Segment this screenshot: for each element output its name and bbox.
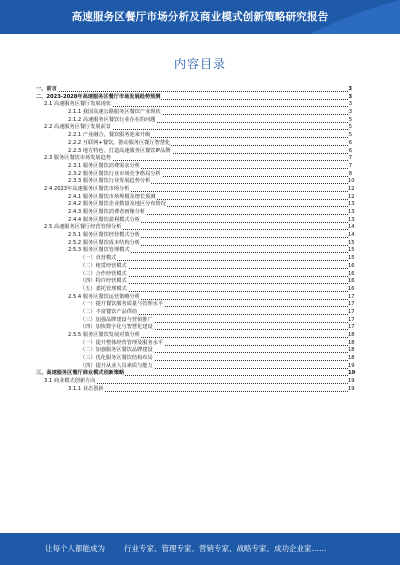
toc-entry-text: （一）直营模式 <box>80 255 117 262</box>
toc-entry-text: 2.3 服务区餐饮市场发展趋势 <box>44 155 111 162</box>
toc-entry-page: 15 <box>348 247 355 254</box>
toc-entry-page: 3 <box>348 101 352 108</box>
toc-entry[interactable] <box>36 124 352 132</box>
toc-entry-page: 19 <box>348 385 355 392</box>
toc-entry-page: 17 <box>348 316 355 323</box>
toc-entry-page: 13 <box>348 201 355 208</box>
toc-entry[interactable] <box>36 262 355 271</box>
toc-entry-text: 2.1.1 我国高速公路服务区餐饮产业现状 <box>68 109 161 116</box>
toc-entry-text: 2.4 2023年高速服务区餐饮市场分析 <box>44 185 130 192</box>
header-title: 高速服务区餐厅市场分析及商业模式创新策略研究报告 <box>71 11 329 23</box>
toc-entry-text: 2.4.2 服务区餐饮企业数量及地区分布情况 <box>68 201 166 208</box>
toc-entry[interactable] <box>36 163 352 171</box>
toc-entry-text: 2.5.4 服务区餐饮运营策略分析 <box>68 293 140 300</box>
toc-entry-text: 2.3.3 服务区餐饮行业发展趋势分析 <box>68 178 151 185</box>
toc-entry-page: 15 <box>348 239 355 246</box>
toc-entry-page: 19 <box>348 370 356 377</box>
toc-entry-page: 12 <box>348 185 355 192</box>
toc-entry[interactable] <box>36 86 352 94</box>
toc-entry-page: 14 <box>348 232 355 239</box>
toc-entry-text: 2.1.2 高速服务区餐饮行业存在的问题 <box>68 116 156 123</box>
toc-entry-text: 2.2.1 产业融合，餐饮服务迎来升级 <box>68 132 151 139</box>
toc-entry-text: 2.4.4 服务区餐饮盈利模式分析 <box>68 216 140 223</box>
toc-entry-text: 3.1.1 业态创新 <box>68 385 104 392</box>
toc-entry-text: 2.4.3 服务区餐饮消费者画像分析 <box>68 209 146 215</box>
footer-slogan-left: 让每个人都能成为 <box>45 544 105 553</box>
toc-entry[interactable] <box>36 385 355 394</box>
toc-entry-text: （一）提升整体经营管理及服务水平 <box>80 339 164 346</box>
toc-leader-dots <box>36 91 348 92</box>
toc-entry-page: 16 <box>348 278 355 285</box>
toc-entry-page: 13 <box>348 216 355 223</box>
toc-entry-text: （二）租赁经营模式 <box>80 262 127 269</box>
toc-entry[interactable] <box>36 347 355 355</box>
toc-entry[interactable] <box>36 355 355 363</box>
toc-entry[interactable] <box>36 224 355 232</box>
toc-entry-text: （三）优化服务区餐饮结构布局 <box>80 355 153 362</box>
toc-entry[interactable] <box>36 324 355 332</box>
toc-entry-text: （三）合作经营模式 <box>80 270 127 277</box>
toc-entry-text: 2.5.5 服务区餐饮发展对策分析 <box>68 332 140 338</box>
page-header <box>0 0 400 34</box>
toc-entry-page: 7 <box>348 162 352 169</box>
page-footer <box>0 533 400 565</box>
footer-slogan-right: 行业专家、管理专家、营销专家、战略专家、成功企业家…… <box>124 544 327 553</box>
toc-entry-page: 3 <box>348 109 352 116</box>
table-of-contents <box>36 86 356 394</box>
toc-entry-page: 17 <box>348 293 355 300</box>
toc-entry-page: 5 <box>348 132 352 139</box>
toc-entry-page: 3 <box>348 93 352 100</box>
toc-entry-page: 18 <box>348 339 355 346</box>
toc-entry-text: 2.5.1 服务区餐饮经营模式分析 <box>68 232 140 239</box>
toc-entry-page: 10 <box>348 178 355 185</box>
toc-entry[interactable] <box>36 185 355 194</box>
toc-entry-text: （一）提升餐饮服务质量与管理水平 <box>80 301 164 308</box>
toc-leader-dots <box>68 391 348 392</box>
toc-title: 内容目录 <box>173 57 226 71</box>
toc-entry-page: 19 <box>348 378 355 385</box>
toc-entry-page: 7 <box>348 155 352 162</box>
toc-entry-page: 8 <box>348 170 352 177</box>
toc-entry-page: 17 <box>348 308 355 315</box>
toc-entry-page: 17 <box>348 301 355 308</box>
toc-entry-page: 6 <box>348 147 352 154</box>
toc-entry-page: 12 <box>348 193 355 200</box>
toc-entry-page: 16 <box>348 270 355 277</box>
toc-entry-text: 2.5.2 服务区餐饮成本结构分析 <box>68 239 140 246</box>
toc-entry-text: 2.4.1 服务区餐饮市场规模及增长预测 <box>68 193 156 200</box>
toc-entry-page: 19 <box>348 362 355 369</box>
toc-entry-text: 一、前言 <box>36 86 57 92</box>
toc-entry-text: 2.3.2 服务区餐饮行业市场竞争格局分析 <box>68 170 161 177</box>
toc-entry-page: 6 <box>348 139 352 146</box>
toc-entry-page: 18 <box>348 347 355 354</box>
toc-entry[interactable] <box>36 101 352 109</box>
toc-entry-page: 3 <box>348 86 352 92</box>
toc-entry-page: 5 <box>348 124 352 131</box>
toc-entry[interactable] <box>36 201 355 209</box>
toc-entry-text: 2.3.1 服务区餐饮消费需求分析 <box>68 162 140 169</box>
toc-entry[interactable] <box>36 247 355 255</box>
toc-entry[interactable] <box>36 301 355 309</box>
toc-entry[interactable] <box>36 378 355 386</box>
toc-entry-text: 2.2 高速服务区餐厅发展前景 <box>44 124 111 131</box>
toc-entry-text: （四）提升从业人员素质与能力 <box>80 362 153 369</box>
toc-entry[interactable] <box>36 308 355 317</box>
toc-entry-page: 17 <box>348 324 355 331</box>
toc-entry[interactable] <box>36 332 355 340</box>
toc-entry-page: 15 <box>348 255 355 262</box>
toc-entry-text: （四）特许经营模式 <box>80 278 127 285</box>
toc-entry-text: 2.2.3 地方特色，打造高速服务区餐饮IP品牌 <box>68 147 171 154</box>
toc-entry-text: 三、高速服务区餐厅商业模式创新策略 <box>36 370 125 377</box>
toc-entry-text: （二）丰富餐饮产品供给 <box>80 308 138 315</box>
toc-entry-text: （四）加快数字化与智慧化建设 <box>80 324 153 331</box>
toc-entry-text: 2.1 高速服务区餐厅发展现状 <box>44 101 111 108</box>
toc-entry-page: 13 <box>348 209 355 215</box>
toc-entry[interactable] <box>36 232 355 240</box>
toc-entry-text: 2.5.3 服务区餐饮管理模式 <box>68 247 130 254</box>
toc-entry[interactable] <box>36 370 356 378</box>
toc-entry-text: 3.1 商业模式创新方向 <box>44 378 96 385</box>
toc-entry-page: 18 <box>348 332 355 338</box>
toc-entry-text: 二、2023-2028年高速服务区餐厅市场发展趋势预测 <box>36 93 161 100</box>
toc-entry[interactable] <box>36 132 352 140</box>
toc-entry-page: 18 <box>348 355 355 362</box>
toc-entry[interactable] <box>36 140 352 148</box>
toc-entry[interactable] <box>36 155 352 163</box>
toc-entry-page: 14 <box>348 224 355 231</box>
toc-entry-text: （五）委托管理模式 <box>80 285 127 292</box>
toc-entry-text: （三）加强品牌建设与营销推广 <box>80 316 153 323</box>
toc-entry[interactable] <box>36 178 355 186</box>
toc-entry-text: 2.2.2 互联网+餐饮，推动服务区餐厅智慧化 <box>68 139 171 146</box>
toc-entry-text: 2.5 高速服务区餐厅经营管理分析 <box>44 224 122 231</box>
toc-entry-page: 5 <box>348 116 352 123</box>
toc-entry[interactable] <box>36 278 355 286</box>
toc-entry-page: 16 <box>348 262 355 269</box>
toc-entry-text: （二）加强服务区餐饮品牌建设 <box>80 347 153 354</box>
toc-leader-dots <box>80 260 348 261</box>
toc-entry[interactable] <box>36 109 352 117</box>
toc-entry[interactable] <box>36 255 355 263</box>
toc-entry[interactable] <box>36 209 355 217</box>
toc-entry[interactable] <box>36 285 355 294</box>
toc-entry-page: 16 <box>348 285 355 292</box>
